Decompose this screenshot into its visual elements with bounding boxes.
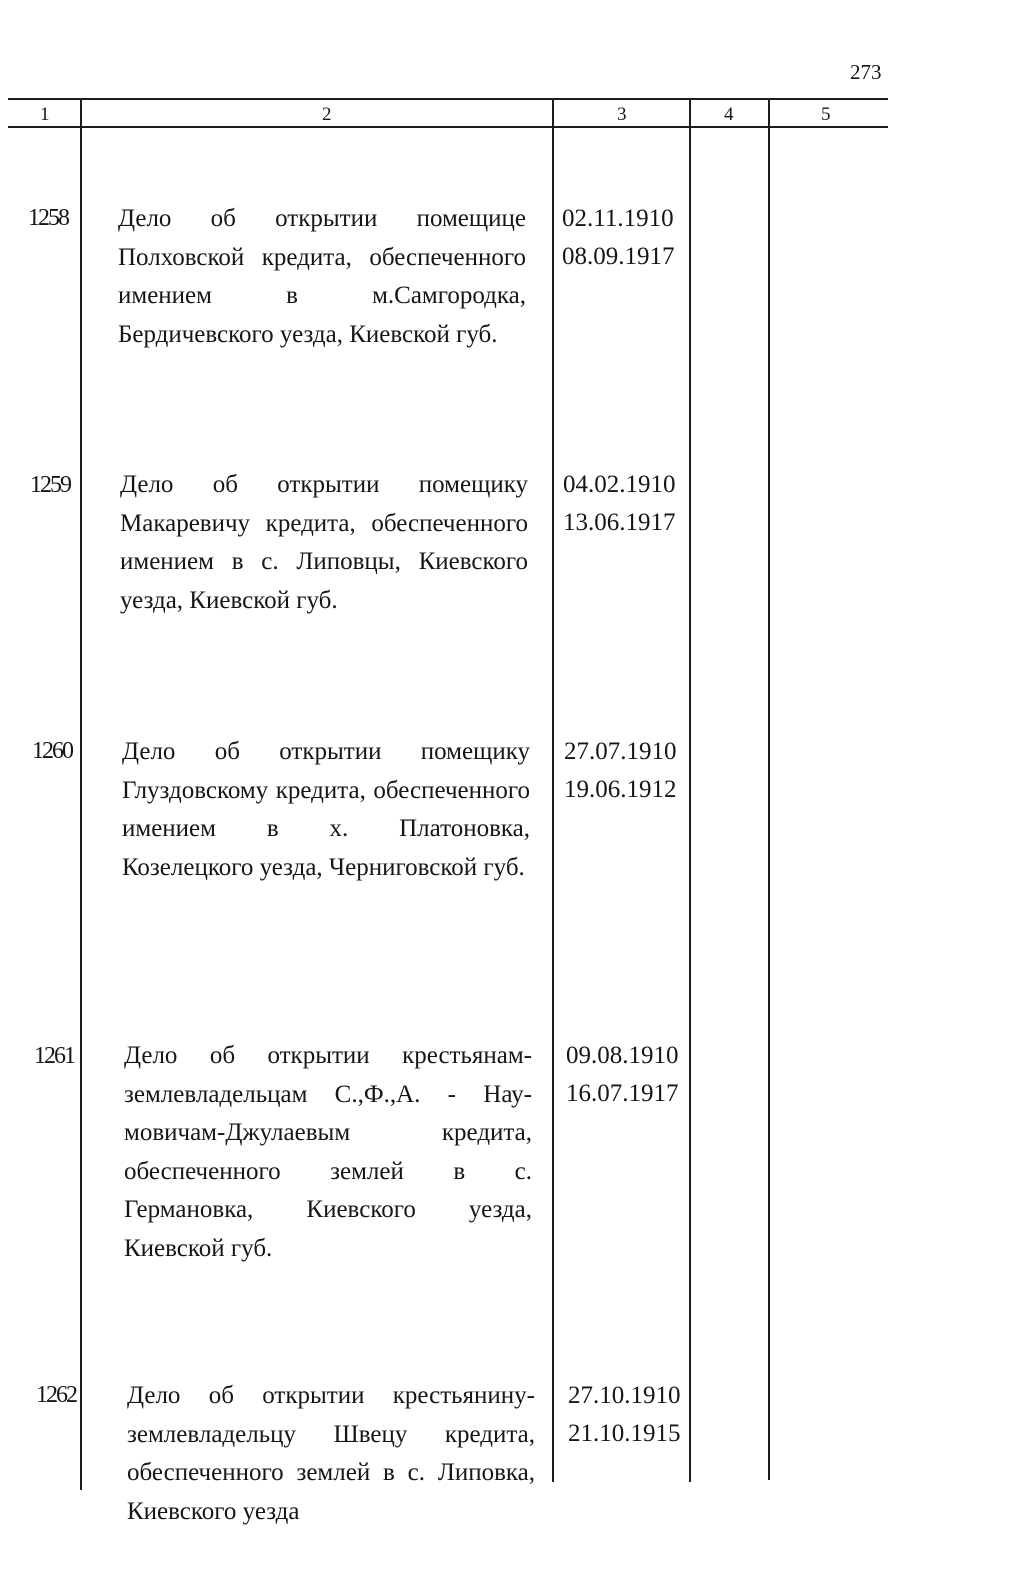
record-number: 1260 [32,738,72,764]
start-date: 09.08.1910 [566,1042,679,1069]
record-number: 1258 [28,205,68,231]
record-dates [562,200,675,276]
record-description: Дело об открытии крестьянам-землевладельцам С.,Ф.,А. - Наумовичам-Джулаевым кредита, обеспеченного землей в с. Германовка, Киевского уезда, Киевской губ. [124,1042,532,1262]
record-description: Дело об открытии помещице Полховской кредита, обеспеченного имением в м.Самгородка, Бердичевского уезда, Киевской губ. [118,205,526,348]
record-dates [568,1377,681,1453]
column-header-5: 5 [821,104,831,125]
record-description: Дело об открытии помещику Макаревичу кредита, обеспеченного имением в с. Липовцы, Киевского уезда, Киевской губ. [120,471,528,614]
start-date: 27.10.1910 [568,1382,681,1409]
end-date: 08.09.1917 [562,243,675,270]
record-dates [564,733,677,809]
record-description: Дело об открытии крестьянину-землевладельцу Швецу кредита, обеспеченного землей в с. Липовка, Киевского уезда [127,1382,535,1525]
column-divider-1 [80,98,82,1490]
start-date: 27.07.1910 [564,738,677,765]
record-description: Дело об открытии помещику Глуздовскому кредита, обеспеченного имением в х. Платоновка, Козелецкого уезда, Черниговской губ. [122,738,530,881]
end-date: 19.06.1912 [564,776,677,803]
header-bottom-rule [8,126,888,128]
page-number: 273 [850,60,882,84]
column-header-3: 3 [617,104,627,125]
column-header-2: 2 [322,104,332,125]
start-date: 04.02.1910 [563,471,676,498]
end-date: 13.06.1917 [563,509,676,536]
record-number: 1262 [36,1382,76,1408]
record-number: 1261 [34,1043,74,1069]
end-date: 16.07.1917 [566,1080,679,1107]
end-date: 21.10.1915 [568,1420,681,1447]
start-date: 02.11.1910 [562,205,674,232]
column-header-1: 1 [40,104,50,125]
column-divider-3 [689,98,691,1482]
record-number: 1259 [30,472,70,498]
column-header-4: 4 [724,104,734,125]
record-dates [566,1037,679,1113]
column-divider-4 [768,98,770,1480]
header-top-rule [8,98,888,100]
record-dates [563,466,676,542]
column-divider-2 [552,98,554,1482]
